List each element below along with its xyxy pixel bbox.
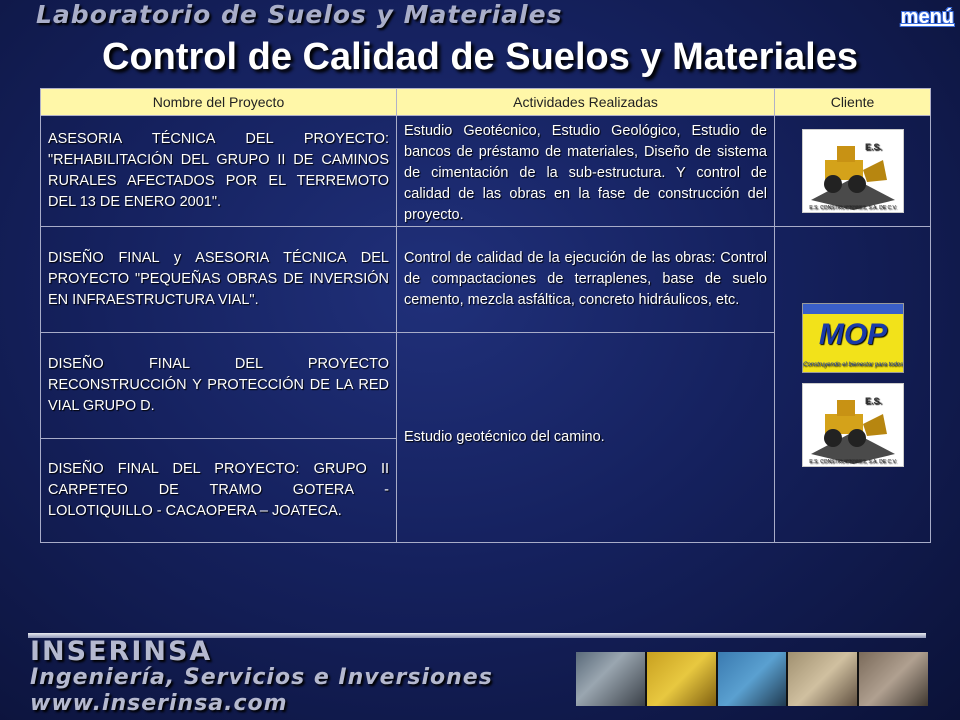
projects-table xyxy=(40,88,931,543)
es-constructores-logo xyxy=(802,129,904,213)
footer-subtitle: Ingeniería, Servicios e Inversiones xyxy=(30,665,493,690)
lab-photo xyxy=(859,652,928,706)
table-row xyxy=(41,116,931,227)
header-project-name: Nombre del Proyecto xyxy=(41,89,397,116)
activities-cell: Estudio geotécnico del camino. xyxy=(397,333,775,543)
footer-url: www.inserinsa.com xyxy=(30,691,288,716)
es-constructores-logo xyxy=(802,383,904,467)
mop-text: MOP xyxy=(818,317,887,351)
es-initials: E.S. xyxy=(864,395,882,406)
es-caption: E.S. CONSTRUCTORES, S.A. DE C.V. xyxy=(808,458,897,465)
header-activities: Actividades Realizadas xyxy=(397,89,775,116)
client-logo-cell xyxy=(775,227,931,543)
activities-cell: Control de calidad de la ejecución de las obras: Control de compactaciones de terraplenes, base de suelo cemento, mezcla asfáltica, concreto hidráulicos, etc. xyxy=(397,227,775,333)
lab-photo xyxy=(718,652,787,706)
project-name-cell: ASESORIA TÉCNICA DEL PROYECTO: "REHABILITACIÓN DEL GRUPO II DE CAMINOS RURALES AFECTADOS POR EL TERREMOTO DEL 13 DE ENERO 2001". xyxy=(41,116,397,227)
lab-photo-strip xyxy=(576,652,928,706)
menu-link[interactable]: menú xyxy=(900,6,954,28)
mop-tagline: ¡Construyendo el bienestar para todos! xyxy=(802,361,903,368)
project-name-cell: DISEÑO FINAL y ASESORIA TÉCNICA DEL PROYECTO "PEQUEÑAS OBRAS DE INVERSIÓN EN INFRAESTRUCTURA VIAL". xyxy=(41,227,397,333)
mop-logo xyxy=(802,303,904,373)
es-initials: E.S. xyxy=(864,142,882,152)
activities-cell: Estudio Geotécnico, Estudio Geológico, Estudio de bancos de préstamo de materiales, Diseño de sistema de cimentación de la sub-estructura. Y control de calidad de las obras en la fase de construcción del proyecto. xyxy=(397,116,775,227)
table-header-row xyxy=(41,89,931,116)
project-name-cell: DISEÑO FINAL DEL PROYECTO: GRUPO II CARPETEO DE TRAMO GOTERA - LOLOTIQUILLO - CACAOPERA – JOATECA. xyxy=(41,439,397,543)
client-logo-cell xyxy=(775,116,931,227)
lab-photo xyxy=(647,652,716,706)
header-client: Cliente xyxy=(775,89,931,116)
page-title: Control de Calidad de Suelos y Materiales xyxy=(102,36,858,78)
es-caption: E.S. CONSTRUCTORES, S.A. DE C.V. xyxy=(808,205,897,211)
lab-brand-title: Laboratorio de Suelos y Materiales xyxy=(36,0,563,29)
footer-company-name: INSERINSA xyxy=(30,636,213,667)
table-row xyxy=(41,227,931,333)
lab-photo xyxy=(788,652,857,706)
lab-photo xyxy=(576,652,645,706)
project-name-cell: DISEÑO FINAL DEL PROYECTO RECONSTRUCCIÓN Y PROTECCIÓN DE LA RED VIAL GRUPO D. xyxy=(41,333,397,439)
